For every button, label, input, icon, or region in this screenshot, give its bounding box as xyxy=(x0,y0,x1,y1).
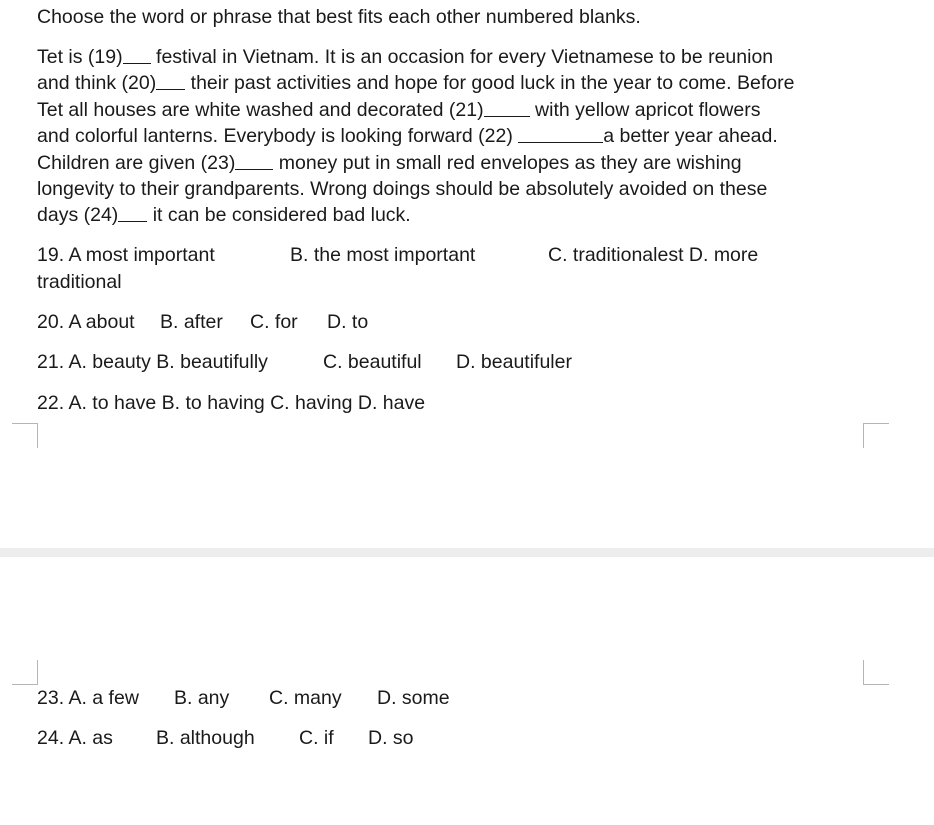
passage-text: Tet all houses are white washed and decorated (21) xyxy=(37,98,484,121)
blank-19 xyxy=(123,45,151,64)
passage-line xyxy=(37,123,794,149)
option-a: 20. A about xyxy=(37,311,135,333)
option-b: B. the most important xyxy=(290,244,476,266)
passage-text: festival in Vietnam. It is an occasion for every Vietnamese to be reunion xyxy=(150,46,774,68)
passage-text: and colorful lanterns. Everybody is looking forward (22) xyxy=(37,125,519,148)
option-b: B. although xyxy=(156,727,255,749)
question-22: 22. A. to have B. to having C. having D. have xyxy=(37,392,426,414)
option-c: C. beautiful xyxy=(323,351,422,373)
page-break xyxy=(0,548,934,557)
passage-text: with yellow apricot flowers xyxy=(529,98,761,121)
question-19 xyxy=(37,242,758,268)
passage-text: longevity to their grandparents. Wrong doings should be absolutely avoided on these xyxy=(37,177,768,200)
option-c: C. for xyxy=(250,311,298,333)
passage-line xyxy=(37,150,794,176)
option-a: 19. A most important xyxy=(37,244,215,266)
option-d: D. some xyxy=(377,687,450,709)
passage-text: their past activities and hope for good luck in the year to come. Before xyxy=(185,72,795,95)
question-20 xyxy=(37,309,368,335)
question-21 xyxy=(37,349,572,375)
passage-line xyxy=(37,97,794,123)
option-a: 24. A. as xyxy=(37,727,113,749)
passage-text: a better year ahead. xyxy=(603,125,778,148)
passage-text: it can be considered bad luck. xyxy=(147,204,411,227)
option-a: 23. A. a few xyxy=(37,687,139,709)
passage-text: money put in small red envelopes as they are wishing xyxy=(273,151,742,174)
passage-line xyxy=(37,202,794,228)
page-corner-mark xyxy=(12,660,38,685)
option-b: B. any xyxy=(174,687,230,709)
option-b: B. after xyxy=(160,311,223,333)
option-c: C. if xyxy=(299,727,334,749)
reading-passage xyxy=(37,44,794,229)
option-d: D. to xyxy=(327,311,369,333)
passage-text: and think (20) xyxy=(37,72,157,95)
question-23 xyxy=(37,685,450,711)
blank-22 xyxy=(518,124,603,143)
passage-text: days (24) xyxy=(37,204,119,227)
page-corner-mark xyxy=(863,660,889,685)
option-d: D. so xyxy=(368,727,414,749)
question-19-wrap: traditional xyxy=(37,271,122,293)
page-corner-mark xyxy=(12,423,38,448)
option-d: D. beautifuler xyxy=(456,351,572,373)
page-corner-mark xyxy=(863,423,889,448)
question-24 xyxy=(37,725,414,751)
passage-line xyxy=(37,176,794,202)
blank-23 xyxy=(235,151,273,170)
passage-text: Children are given (23) xyxy=(37,151,236,174)
option-c: C. many xyxy=(269,687,342,709)
instruction-text: Choose the word or phrase that best fits each other numbered blanks. xyxy=(37,6,641,28)
passage-line xyxy=(37,70,794,96)
passage-text: Tet is (19) xyxy=(37,46,123,68)
option-a-b: 21. A. beauty B. beautifully xyxy=(37,351,268,373)
blank-21 xyxy=(484,98,530,117)
blank-20 xyxy=(156,71,185,90)
option-c-d: C. traditionalest D. more xyxy=(548,244,759,266)
blank-24 xyxy=(118,203,147,222)
passage-line xyxy=(37,44,794,70)
